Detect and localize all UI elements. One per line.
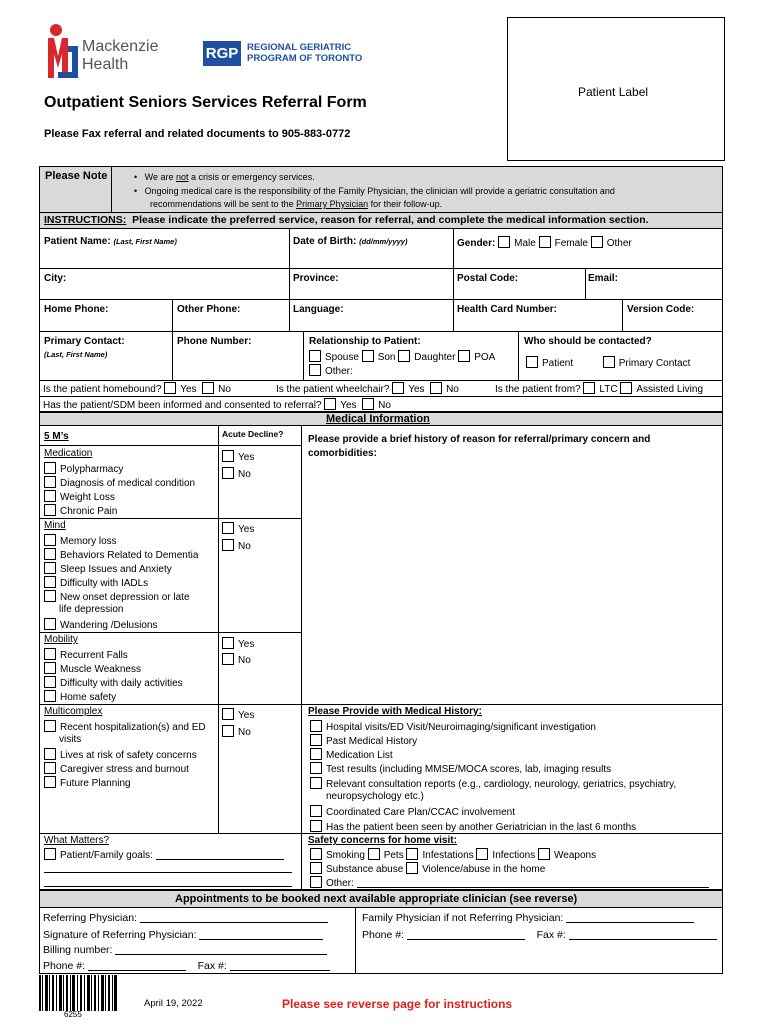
pets-checkbox[interactable] xyxy=(368,848,380,860)
mobility-title: Mobility xyxy=(44,634,78,645)
contact-patient-checkbox[interactable] xyxy=(526,356,538,368)
history-checkbox[interactable] xyxy=(310,762,322,774)
from-row: Is the patient from? LTC Assisted Living xyxy=(495,384,704,395)
mobility-item: Muscle Weakness xyxy=(44,662,141,676)
please-note-label: Please Note xyxy=(45,170,108,182)
mind-item: Memory loss xyxy=(44,534,117,548)
goals-row: Patient/Family goals: xyxy=(44,848,284,862)
family-physician-row: Family Physician if not Referring Physician: xyxy=(362,912,694,924)
mobility-checkbox[interactable] xyxy=(44,676,56,688)
mind-title: Mind xyxy=(44,520,66,531)
gender-row: Gender: Male Female Other xyxy=(457,238,632,249)
mackenzie-health-logo xyxy=(44,22,164,82)
medication-title: Medication xyxy=(44,448,93,459)
multicomplex-acute-yes: Yes xyxy=(222,708,254,722)
history-prompt-2: comorbidities: xyxy=(308,448,377,459)
medical-history-item: Relevant consultation reports (e.g., cardiology, neurology, geriatrics, psychiatry, xyxy=(310,777,676,791)
dob-label: Date of Birth: (dd/mm/yyyy) xyxy=(293,236,408,247)
page-title: Outpatient Seniors Services Referral Form xyxy=(44,94,367,111)
mobility-yes-checkbox[interactable] xyxy=(222,637,234,649)
medical-history-item: Past Medical History xyxy=(310,734,417,748)
mind-yes-checkbox[interactable] xyxy=(222,522,234,534)
rel-spouse-checkbox[interactable] xyxy=(309,350,321,362)
mobility-item: Recurrent Falls xyxy=(44,648,128,662)
medication-checkbox[interactable] xyxy=(44,504,56,516)
medication-checkbox[interactable] xyxy=(44,476,56,488)
mind-checkbox[interactable] xyxy=(44,576,56,588)
multicomplex-checkbox[interactable] xyxy=(44,762,56,774)
ref-phone-line[interactable] xyxy=(88,960,186,971)
history-checkbox[interactable] xyxy=(310,805,322,817)
billing-line[interactable] xyxy=(115,944,327,955)
rgp-line1: REGIONAL GERIATRIC xyxy=(247,42,352,53)
phone-number-label: Phone Number: xyxy=(177,336,252,347)
goals-line[interactable] xyxy=(156,849,284,860)
multicomplex-checkbox[interactable] xyxy=(44,720,56,732)
form-date: April 19, 2022 xyxy=(144,998,203,1009)
medication-no-checkbox[interactable] xyxy=(222,467,234,479)
five-ms-label: 5 M’s xyxy=(44,431,69,442)
multicomplex-checkbox[interactable] xyxy=(44,748,56,760)
safety-row-1: Smoking Pets Infestations Infections Weapons xyxy=(310,848,596,862)
goals-line-3[interactable] xyxy=(44,886,292,887)
mobility-no-checkbox[interactable] xyxy=(222,653,234,665)
consent-row: Has the patient/SDM been informed and consented to referral? Yes No xyxy=(43,400,391,411)
substance-checkbox[interactable] xyxy=(310,862,322,874)
mobility-checkbox[interactable] xyxy=(44,648,56,660)
who-contact-label: Who should be contacted? xyxy=(524,336,652,347)
logo-health-text: Health xyxy=(82,56,129,73)
violence-checkbox[interactable] xyxy=(406,862,418,874)
health-card-label: Health Card Number: xyxy=(457,304,558,315)
mobility-checkbox[interactable] xyxy=(44,662,56,674)
rel-other-checkbox[interactable] xyxy=(309,364,321,376)
rgp-line2: PROGRAM OF TORONTO xyxy=(247,53,363,64)
fax-instruction: Please Fax referral and related documents to 905-883-0772 xyxy=(44,128,351,140)
medical-history-item-cont: neuropsychology etc.) xyxy=(326,791,424,802)
history-checkbox[interactable] xyxy=(310,748,322,760)
mind-item: New onset depression or late xyxy=(44,590,190,604)
wheelchair-row: Is the patient wheelchair? Yes No xyxy=(276,384,459,395)
signature-row: Signature of Referring Physician: xyxy=(43,929,323,941)
medical-history-item: Hospital visits/ED Visit/Neuroimaging/significant investigation xyxy=(310,720,596,734)
gender-other-checkbox[interactable] xyxy=(591,236,603,248)
patient-name-field[interactable] xyxy=(40,249,288,267)
medical-history-item: Coordinated Care Plan/CCAC involvement xyxy=(310,805,515,819)
infections-checkbox[interactable] xyxy=(476,848,488,860)
mind-checkbox[interactable] xyxy=(44,562,56,574)
referring-physician-line[interactable] xyxy=(140,912,328,923)
dob-field[interactable] xyxy=(290,249,452,267)
safety-other-checkbox[interactable] xyxy=(310,876,322,888)
mind-checkbox[interactable] xyxy=(44,618,56,630)
note-bullet-2: • Ongoing medical care is the responsibility of the Family Physician, the clinician will provide a geriatric consultation and xyxy=(134,186,615,196)
history-prompt-1: Please provide a brief history of reason for referral/primary concern and xyxy=(308,434,651,445)
barcode-number: 6255 xyxy=(64,1010,82,1019)
barcode-icon xyxy=(39,975,117,1011)
who-contact-options: Patient Primary Contact xyxy=(526,356,690,370)
mind-item: Wandering /Delusions xyxy=(44,618,157,632)
from-assisted-checkbox[interactable] xyxy=(620,382,632,394)
note-bullet-2-cont: recommendations will be sent to the Primary Physician for their follow-up. xyxy=(150,199,443,209)
homebound-yes-checkbox[interactable] xyxy=(164,382,176,394)
what-matters-title: What Matters? xyxy=(44,835,110,846)
safety-other-line[interactable] xyxy=(357,877,709,888)
medical-history-title: Please Provide with Medical History: xyxy=(308,706,482,717)
contact-primary-checkbox[interactable] xyxy=(603,356,615,368)
wheelchair-no-checkbox[interactable] xyxy=(430,382,442,394)
homebound-row: Is the patient homebound? Yes No xyxy=(43,384,231,395)
version-code-label: Version Code: xyxy=(627,304,695,315)
multicomplex-checkbox[interactable] xyxy=(44,776,56,788)
mind-checkbox[interactable] xyxy=(44,534,56,546)
multicomplex-item: Caregiver stress and burnout xyxy=(44,762,189,776)
multicomplex-acute-no: No xyxy=(222,725,251,739)
safety-row-2: Substance abuse Violence/abuse in the home xyxy=(310,862,545,876)
safety-row-3: Other: xyxy=(310,876,709,890)
multicomplex-item: Future Planning xyxy=(44,776,131,790)
medication-item: Chronic Pain xyxy=(44,504,117,518)
ref-phone-fax-row: Phone #: Fax #: xyxy=(43,960,330,972)
logo-mackenzie-text: Mackenzie xyxy=(82,38,159,55)
history-checkbox[interactable] xyxy=(310,777,322,789)
fam-phone-line[interactable] xyxy=(407,929,525,940)
medication-acute-no: No xyxy=(222,467,251,481)
consent-no-checkbox[interactable] xyxy=(362,398,374,410)
fam-phone-fax-row: Phone #: Fax #: xyxy=(362,929,717,941)
multicomplex-item: Recent hospitalization(s) and ED xyxy=(44,720,206,734)
fam-fax-line[interactable] xyxy=(569,929,717,940)
wheelchair-yes-checkbox[interactable] xyxy=(392,382,404,394)
multicomplex-item-cont: visits xyxy=(59,734,82,745)
medication-item: Weight Loss xyxy=(44,490,115,504)
note-bullet-1: • We are not a crisis or emergency services. xyxy=(134,172,315,182)
language-label: Language: xyxy=(293,304,344,315)
referring-physician-row: Referring Physician: xyxy=(43,912,328,924)
primary-contact-hint: (Last, First Name) xyxy=(44,350,108,359)
mobility-checkbox[interactable] xyxy=(44,690,56,702)
from-ltc-checkbox[interactable] xyxy=(583,382,595,394)
signature-line[interactable] xyxy=(199,929,323,940)
mind-acute-no: No xyxy=(222,539,251,553)
medical-history-item: Has the patient been seen by another Geriatrician in the last 6 months xyxy=(310,820,636,834)
medical-history-item: Medication List xyxy=(310,748,393,762)
gender-female-checkbox[interactable] xyxy=(539,236,551,248)
appointments-title: Appointments to be booked next available appropriate clinician (see reverse) xyxy=(175,893,578,905)
relationship-label: Relationship to Patient: xyxy=(309,336,421,347)
multicomplex-yes-checkbox[interactable] xyxy=(222,708,234,720)
reverse-page-note: Please see reverse page for instructions xyxy=(282,997,513,1011)
goals-line-2[interactable] xyxy=(44,872,292,873)
other-phone-label: Other Phone: xyxy=(177,304,241,315)
postal-label: Postal Code: xyxy=(457,273,519,284)
safety-title: Safety concerns for home visit: xyxy=(308,835,457,846)
mind-item: Sleep Issues and Anxiety xyxy=(44,562,172,576)
consent-yes-checkbox[interactable] xyxy=(324,398,336,410)
goals-checkbox[interactable] xyxy=(44,848,56,860)
ref-fax-line[interactable] xyxy=(230,960,330,971)
rel-daughter-checkbox[interactable] xyxy=(398,350,410,362)
medical-history-item: Test results (including MMSE/MOCA scores, lab, imaging results xyxy=(310,762,611,776)
history-checkbox[interactable] xyxy=(310,734,322,746)
primary-contact-label: Primary Contact: xyxy=(44,336,125,347)
medication-yes-checkbox[interactable] xyxy=(222,450,234,462)
multicomplex-title: Multicomplex xyxy=(44,706,103,717)
medication-checkbox[interactable] xyxy=(44,490,56,502)
billing-row: Billing number: xyxy=(43,944,327,956)
multicomplex-item: Lives at risk of safety concerns xyxy=(44,748,197,762)
mind-checkbox[interactable] xyxy=(44,590,56,602)
mobility-item: Difficulty with daily activities xyxy=(44,676,183,690)
patient-name-label: Patient Name: (Last, First Name) xyxy=(44,236,177,247)
medication-item: Diagnosis of medical condition xyxy=(44,476,195,490)
email-label: Email: xyxy=(588,273,619,284)
city-label: City: xyxy=(44,273,67,284)
relationship-options: Spouse Son Daughter POA xyxy=(309,350,495,364)
instructions-text: INSTRUCTIONS: Please indicate the preferred service, reason for referral, and complete the medical information section. xyxy=(44,214,649,226)
barcode xyxy=(39,975,117,1011)
medication-acute-yes: Yes xyxy=(222,450,254,464)
mind-item: Difficulty with IADLs xyxy=(44,576,148,590)
home-phone-label: Home Phone: xyxy=(44,304,109,315)
smoking-checkbox[interactable] xyxy=(310,848,322,860)
mobility-item: Home safety xyxy=(44,690,116,704)
mind-checkbox[interactable] xyxy=(44,548,56,560)
medical-info-title: Medical Information xyxy=(326,413,430,425)
rgp-badge: RGP xyxy=(203,41,241,66)
homebound-no-checkbox[interactable] xyxy=(202,382,214,394)
acute-decline-label: Acute Decline? xyxy=(222,429,284,439)
multicomplex-no-checkbox[interactable] xyxy=(222,725,234,737)
mind-item-cont: life depression xyxy=(59,604,124,615)
history-checkbox[interactable] xyxy=(310,720,322,732)
patient-label-text: Patient Label xyxy=(578,85,649,99)
mind-acute-yes: Yes xyxy=(222,522,254,536)
infestations-checkbox[interactable] xyxy=(406,848,418,860)
rel-poa-checkbox[interactable] xyxy=(458,350,470,362)
medication-checkbox[interactable] xyxy=(44,462,56,474)
rgp-logo xyxy=(203,41,373,67)
gender-male-checkbox[interactable] xyxy=(498,236,510,248)
mind-item: Behaviors Related to Dementia xyxy=(44,548,198,562)
province-label: Province: xyxy=(293,273,339,284)
rel-son-checkbox[interactable] xyxy=(362,350,374,362)
relationship-other: Other: xyxy=(309,364,353,378)
history-checkbox[interactable] xyxy=(310,820,322,832)
medication-item: Polypharmacy xyxy=(44,462,123,476)
mobility-acute-yes: Yes xyxy=(222,637,254,651)
weapons-checkbox[interactable] xyxy=(538,848,550,860)
mind-no-checkbox[interactable] xyxy=(222,539,234,551)
mobility-acute-no: No xyxy=(222,653,251,667)
family-physician-line[interactable] xyxy=(566,912,694,923)
